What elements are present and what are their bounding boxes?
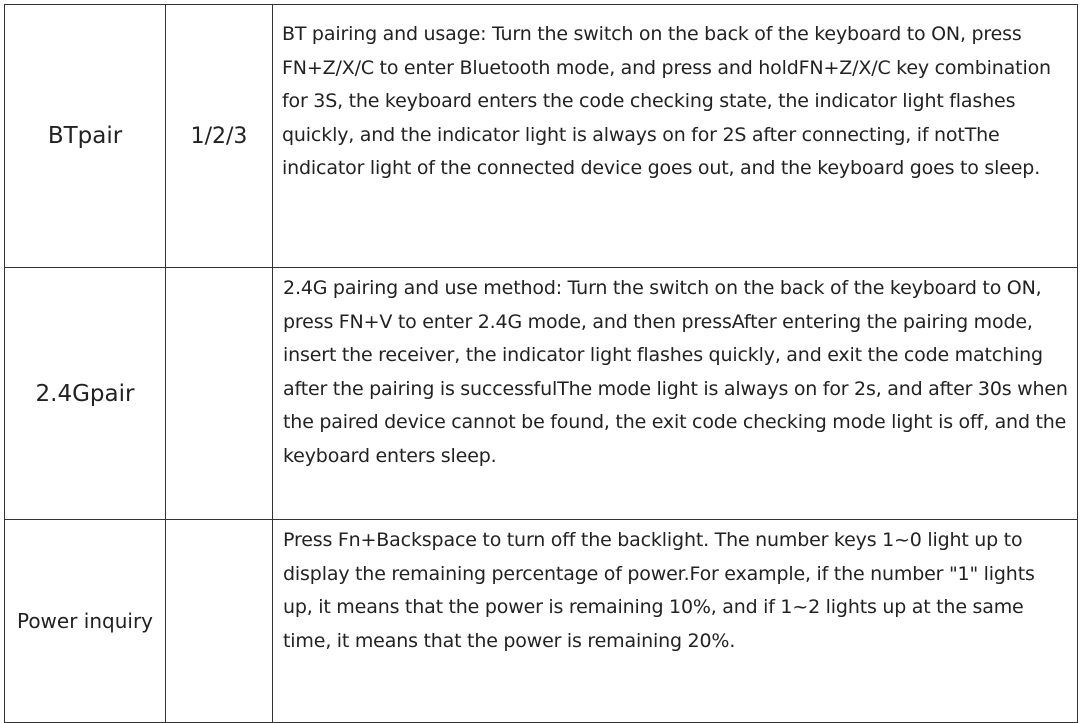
description-cell: [273, 5, 1078, 268]
function-name-cell: [5, 5, 166, 268]
function-description: BT pairing and usage: Turn the switch on the back of the keyboard to ON, press FN+Z/X/C to enter Bluetooth mode, and press and holdFN+Z/X/C key combination for 3S, the keyboard enters the code checking state, the indicator light flashes quickly, and the indicator light is always on for 2S after connecting, if notThe indicator light of the connected device goes out, and the keyboard goes to sleep.: [282, 23, 1051, 179]
function-description: Press Fn+Backspace to turn off the backlight. The number keys 1~0 light up to display the remaining percentage of power.For example, if the number "1" lights up, it means that the power is remaining 10%, and if 1~2 lights up at the same time, it means that the power is remaining 20%.: [283, 529, 1035, 652]
function-name-cell: [5, 268, 166, 520]
key-combination-cell: [166, 520, 273, 723]
function-table-container: [4, 4, 1078, 723]
function-table: [4, 4, 1078, 723]
function-name: 2.4Gpair: [35, 380, 135, 407]
key-combination: 1/2/3: [190, 123, 248, 149]
function-description: 2.4G pairing and use method: Turn the switch on the back of the keyboard to ON, press FN+V to enter 2.4G mode, and then pressAfter entering the pairing mode, insert the receiver, the indicator light flashes quickly, and exit the code matching after the pairing is successfulThe mode light is always on for 2s, and after 30s when the paired device cannot be found, the exit code checking mode light is off, and the keyboard enters sleep.: [283, 277, 1068, 467]
function-name: BTpair: [47, 123, 123, 149]
table-row: [5, 520, 1078, 723]
table-row: [5, 268, 1078, 520]
key-combination-cell: [166, 268, 273, 520]
function-name: Power inquiry: [16, 609, 154, 633]
key-combination-cell: [166, 5, 273, 268]
table-row: [5, 5, 1078, 268]
function-name-cell: [5, 520, 166, 723]
description-cell: [273, 520, 1078, 723]
description-cell: [273, 268, 1078, 520]
